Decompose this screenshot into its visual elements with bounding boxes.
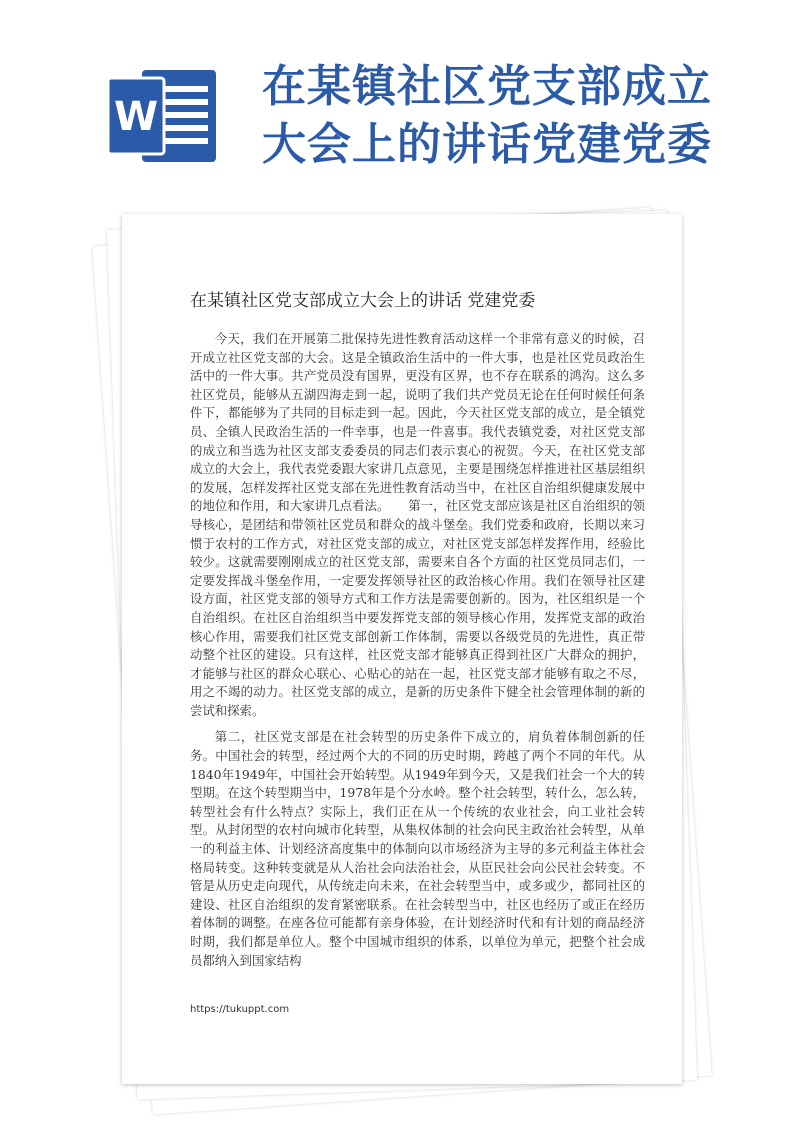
document-body: [190, 330, 645, 978]
banner-title-line-1: 在某镇社区党支部成立: [262, 61, 712, 112]
paragraph: 第二，社区党支部是在社会转型的历史条件下成立的，肩负着体制创新的任务。中国社会的转型，经过两个大的不同的历史时期，跨越了两个不同的年代。从1840年1949年，中国社会开始转型。从1949年到今天，又是我们社会一个大的转型期。在这个转型期当中，1978年是个分水岭。整个社会转型，转什么，怎么转，转型社会有什么特点？实际上，我们正在从一个传统的农业社会，向工业社会转型。从封闭型的农村向城市化转型，从集权体制的社会向民主政治社会转型，从单一的利益主体、计划经济高度集中的体制向以市场经济为主导的多元利益主体社会格局转变。这种转变就是从人治社会向法治社会，从臣民社会向公民社会转变。不管是从历史走向现代，从传统走向未来，在社会转型当中，或多或少，都同社区的建设、社区自治组织的发育紧密联系。在社会转型当中，社区也经历了或正在经历着体制的调整。在座各位可能都有亲身体验，在计划经济时代和有计划的商品经济时期，我们都是单位人。整个中国城市组织的体系，以单位为单元，把整个社会成员都纳入到国家结构: [190, 729, 645, 968]
logo-letter: W: [113, 94, 159, 140]
banner-title: [262, 58, 782, 174]
banner: [0, 0, 800, 200]
banner-title-line-2: 大会上的讲话党建党委: [262, 119, 712, 170]
paragraph: 今天，我们在开展第二批保持先进性教育活动这样一个非常有意义的时候，召开成立社区党支部的大会。这是全镇政治生活中的一件大事，也是社区党员政治生活中的一件大事。共产党员没有国界，更没有区界，也不存在联系的鸿沟。这么多社区党员，能够从五湖四海走到一起，说明了我们共产党员无论在任何时候任何条件下，都能够为了共同的目标走到一起。因此，今天社区党支部的成立，是全镇党员、全镇人民政治生活的一件幸事，也是一件喜事。我代表镇党委，对社区党支部的成立和当选为社区支部支委委员的同志们表示衷心的祝贺。今天，在社区党支部成立的大会上，我代表党委跟大家讲几点意见，主要是围绕怎样推进社区基层组织的发展，怎样发挥社区党支部在先进性教育活动当中，在社区自治组织健康发展中的地位和作用，和大家讲几点看法。 第一，社区党支部应该是社区自治组织的领导核心，是团结和带领社区党员和群众的战斗堡垒。我们党委和政府，长期以来习惯于农村的工作方式，对社区党支部的成立，对社区党支部怎样发挥作用，经验比较少。这就需要刚刚成立的社区党支部，需要来自各个方面的社区党员同志们，一定要发挥战斗堡垒作用，一定要发挥领导社区的政治核心作用。我们在领导社区建设方面，社区党支部的领导方式和工作方法是需要创新的。因为，社区组织是一个自治组织。在社区自治组织当中要发挥党支部的领导核心作用，发挥党支部的政治核心作用，需要我们社区党支部创新工作体制，需要以各级党员的先进性，真正带动整个社区的建设。只有这样，社区党支部才能够真正得到社区广大群众的拥护，才能够与社区的群众心联心、心贴心的站在一起，社区党支部才能够有取之不尽，用之不竭的动力。社区党支部的成立，是新的历史条件下健全社会管理体制的新的尝试和探索。: [190, 331, 645, 718]
document-page: [122, 214, 682, 1084]
page-footer-url[interactable]: https://tukuppt.com: [190, 1004, 290, 1015]
word-document-icon: [108, 66, 220, 166]
document-title: 在某镇社区党支部成立大会上的讲话 党建党委: [190, 291, 536, 311]
